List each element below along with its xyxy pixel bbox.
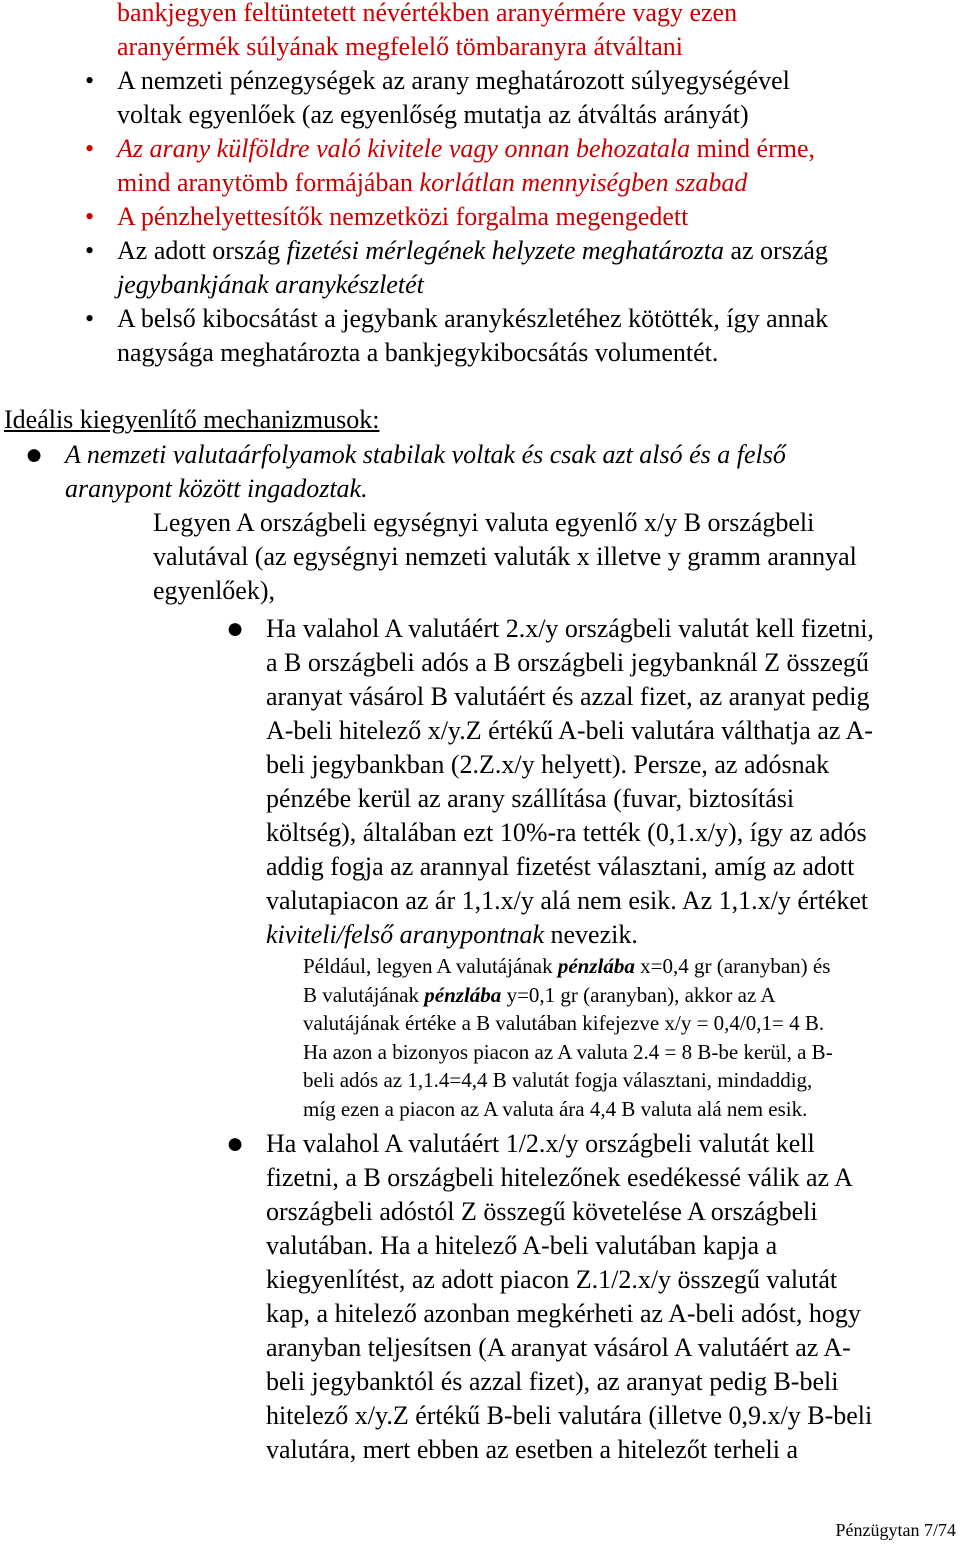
text-line: egyenlőek),	[153, 576, 276, 605]
paragraph	[153, 506, 953, 608]
list-item	[226, 1127, 960, 1467]
text-line: A pénzhelyettesítők nemzetközi forgalma megengedett	[117, 202, 689, 231]
bullet-icon: •	[85, 236, 95, 265]
text-line: A nemzeti pénzegységek az arany meghatározott súlyegységével	[117, 66, 790, 95]
bullet-icon: •	[85, 134, 95, 163]
text-line: valutájának értéke a B valutában kifejezve x/y = 0,4/0,1= 4 B.	[303, 1011, 825, 1035]
bullet-icon: •	[85, 66, 95, 95]
bullet-icon: ●	[226, 612, 245, 645]
text-line: valutában. Ha a hitelező A-beli valutában kapja a	[266, 1231, 778, 1260]
text-line: országbeli adóstól Z összegű követelése A országbeli	[266, 1197, 818, 1226]
continuation-text	[117, 0, 957, 64]
text-line: valutapiacon az ár 1,1.x/y alá nem esik. Az 1,1.x/y értéket	[266, 886, 869, 915]
text-line: aranyérmék súlyának megfelelő tömbaranyra átváltani	[117, 32, 683, 61]
text-line: aranyban teljesítsen (A aranyat vásárol A valutáért az A-	[266, 1333, 851, 1362]
text-line: nagysága meghatározta a bankjegykibocsátás volumentét.	[117, 338, 719, 367]
text-line: A belső kibocsátást a jegybank aranykészletéhez kötötték, így annak	[117, 304, 829, 333]
list-item	[85, 200, 957, 234]
text-line: aranypont között ingadoztak.	[65, 474, 368, 503]
text-line: beli jegybanktól és azzal fizet), az aranyat pedig B-beli	[266, 1367, 839, 1396]
list-item	[85, 132, 957, 200]
text-line: B valutájának pénzlába y=0,1 gr (aranyban), akkor az A	[303, 982, 776, 1007]
text-line: kiegyenlítést, az adott piacon Z.1/2.x/y összegű valutát	[266, 1265, 838, 1294]
text-line: beli jegybankban (2.Z.x/y helyett). Persze, az adósnak	[266, 750, 830, 779]
bullet-icon: ●	[25, 438, 44, 471]
text-line: bankjegyen feltüntetett névértékben aranyérmére vagy ezen	[117, 0, 738, 27]
text-line: A-beli hitelező x/y.Z értékű A-beli valutára válthatja az A-	[266, 716, 873, 745]
text-line: kiviteli/felső aranypontnak nevezik.	[266, 920, 638, 949]
text-line: míg ezen a piacon az A valuta ára 4,4 B valuta alá nem esik.	[303, 1096, 808, 1121]
page-footer: Pénzügytan 7/74	[835, 1520, 956, 1540]
text-line: Az arany külföldre való kivitele vagy onnan behozatala mind érme,	[117, 134, 815, 163]
text-line: jegybankjának aranykészletét	[117, 270, 424, 299]
text-line: aranyat vásárol B valutáért és azzal fizet, az aranyat pedig	[266, 682, 870, 711]
text-line: Például, legyen A valutájának pénzlába x=0,4 gr (aranyban) és	[303, 954, 831, 978]
bullet-icon: •	[85, 304, 95, 333]
list-item	[85, 64, 957, 132]
text-line: Ha valahol A valutáért 2.x/y országbeli valutát kell fizetni,	[266, 614, 874, 643]
list-item	[85, 302, 957, 370]
example-block	[303, 952, 953, 1123]
text-line: beli adós az 1,1.4=4,4 B valutát fogja választani, mindaddig,	[303, 1068, 813, 1092]
list-item	[226, 612, 960, 952]
text-line: mind aranytömb formájában korlátlan mennyiségben szabad	[117, 168, 748, 197]
list-item	[25, 438, 945, 506]
text-line: költség), általában ezt 10%-ra tették (0,1.x/y), így az adós	[266, 818, 867, 847]
text-line: hitelező x/y.Z értékű B-beli valutára (illetve 0,9.x/y B-beli	[266, 1401, 873, 1430]
text-line: valutával (az egységnyi nemzeti valuták x illetve y gramm arannyal	[153, 542, 857, 571]
text-line: A nemzeti valutaárfolyamok stabilak voltak és csak azt alsó és a felső	[65, 440, 786, 469]
text-line: kap, a hitelező azonban megkérheti az A-beli adóst, hogy	[266, 1299, 861, 1328]
text-line: addig fogja az arannyal fizetést választani, amíg az adott	[266, 852, 855, 881]
text-line: a B országbeli adós a B országbeli jegybanknál Z összegű	[266, 648, 869, 677]
text-line: fizetni, a B országbeli hitelezőnek esedékessé válik az A	[266, 1163, 853, 1192]
text-line: pénzébe kerül az arany szállítása (fuvar, biztosítási	[266, 784, 795, 813]
list-item	[85, 234, 957, 302]
text-line: Ha valahol A valutáért 1/2.x/y országbeli valutát kell	[266, 1129, 815, 1158]
text-line: voltak egyenlőek (az egyenlőség mutatja az átváltás arányát)	[117, 100, 749, 129]
text-line: Ha azon a bizonyos piacon az A valuta 2.4 = 8 B-be kerül, a B-	[303, 1039, 833, 1064]
text-line: Legyen A országbeli egységnyi valuta egyenlő x/y B országbeli	[153, 508, 815, 537]
text-line: valutára, mert ebben az esetben a hitelezőt terheli a	[266, 1435, 798, 1464]
section-heading: Ideális kiegyenlítő mechanizmusok:	[4, 405, 380, 434]
bullet-icon: •	[85, 202, 95, 231]
bullet-icon: ●	[226, 1127, 245, 1160]
text-line: Az adott ország fizetési mérlegének helyzete meghatározta az ország	[117, 236, 828, 265]
